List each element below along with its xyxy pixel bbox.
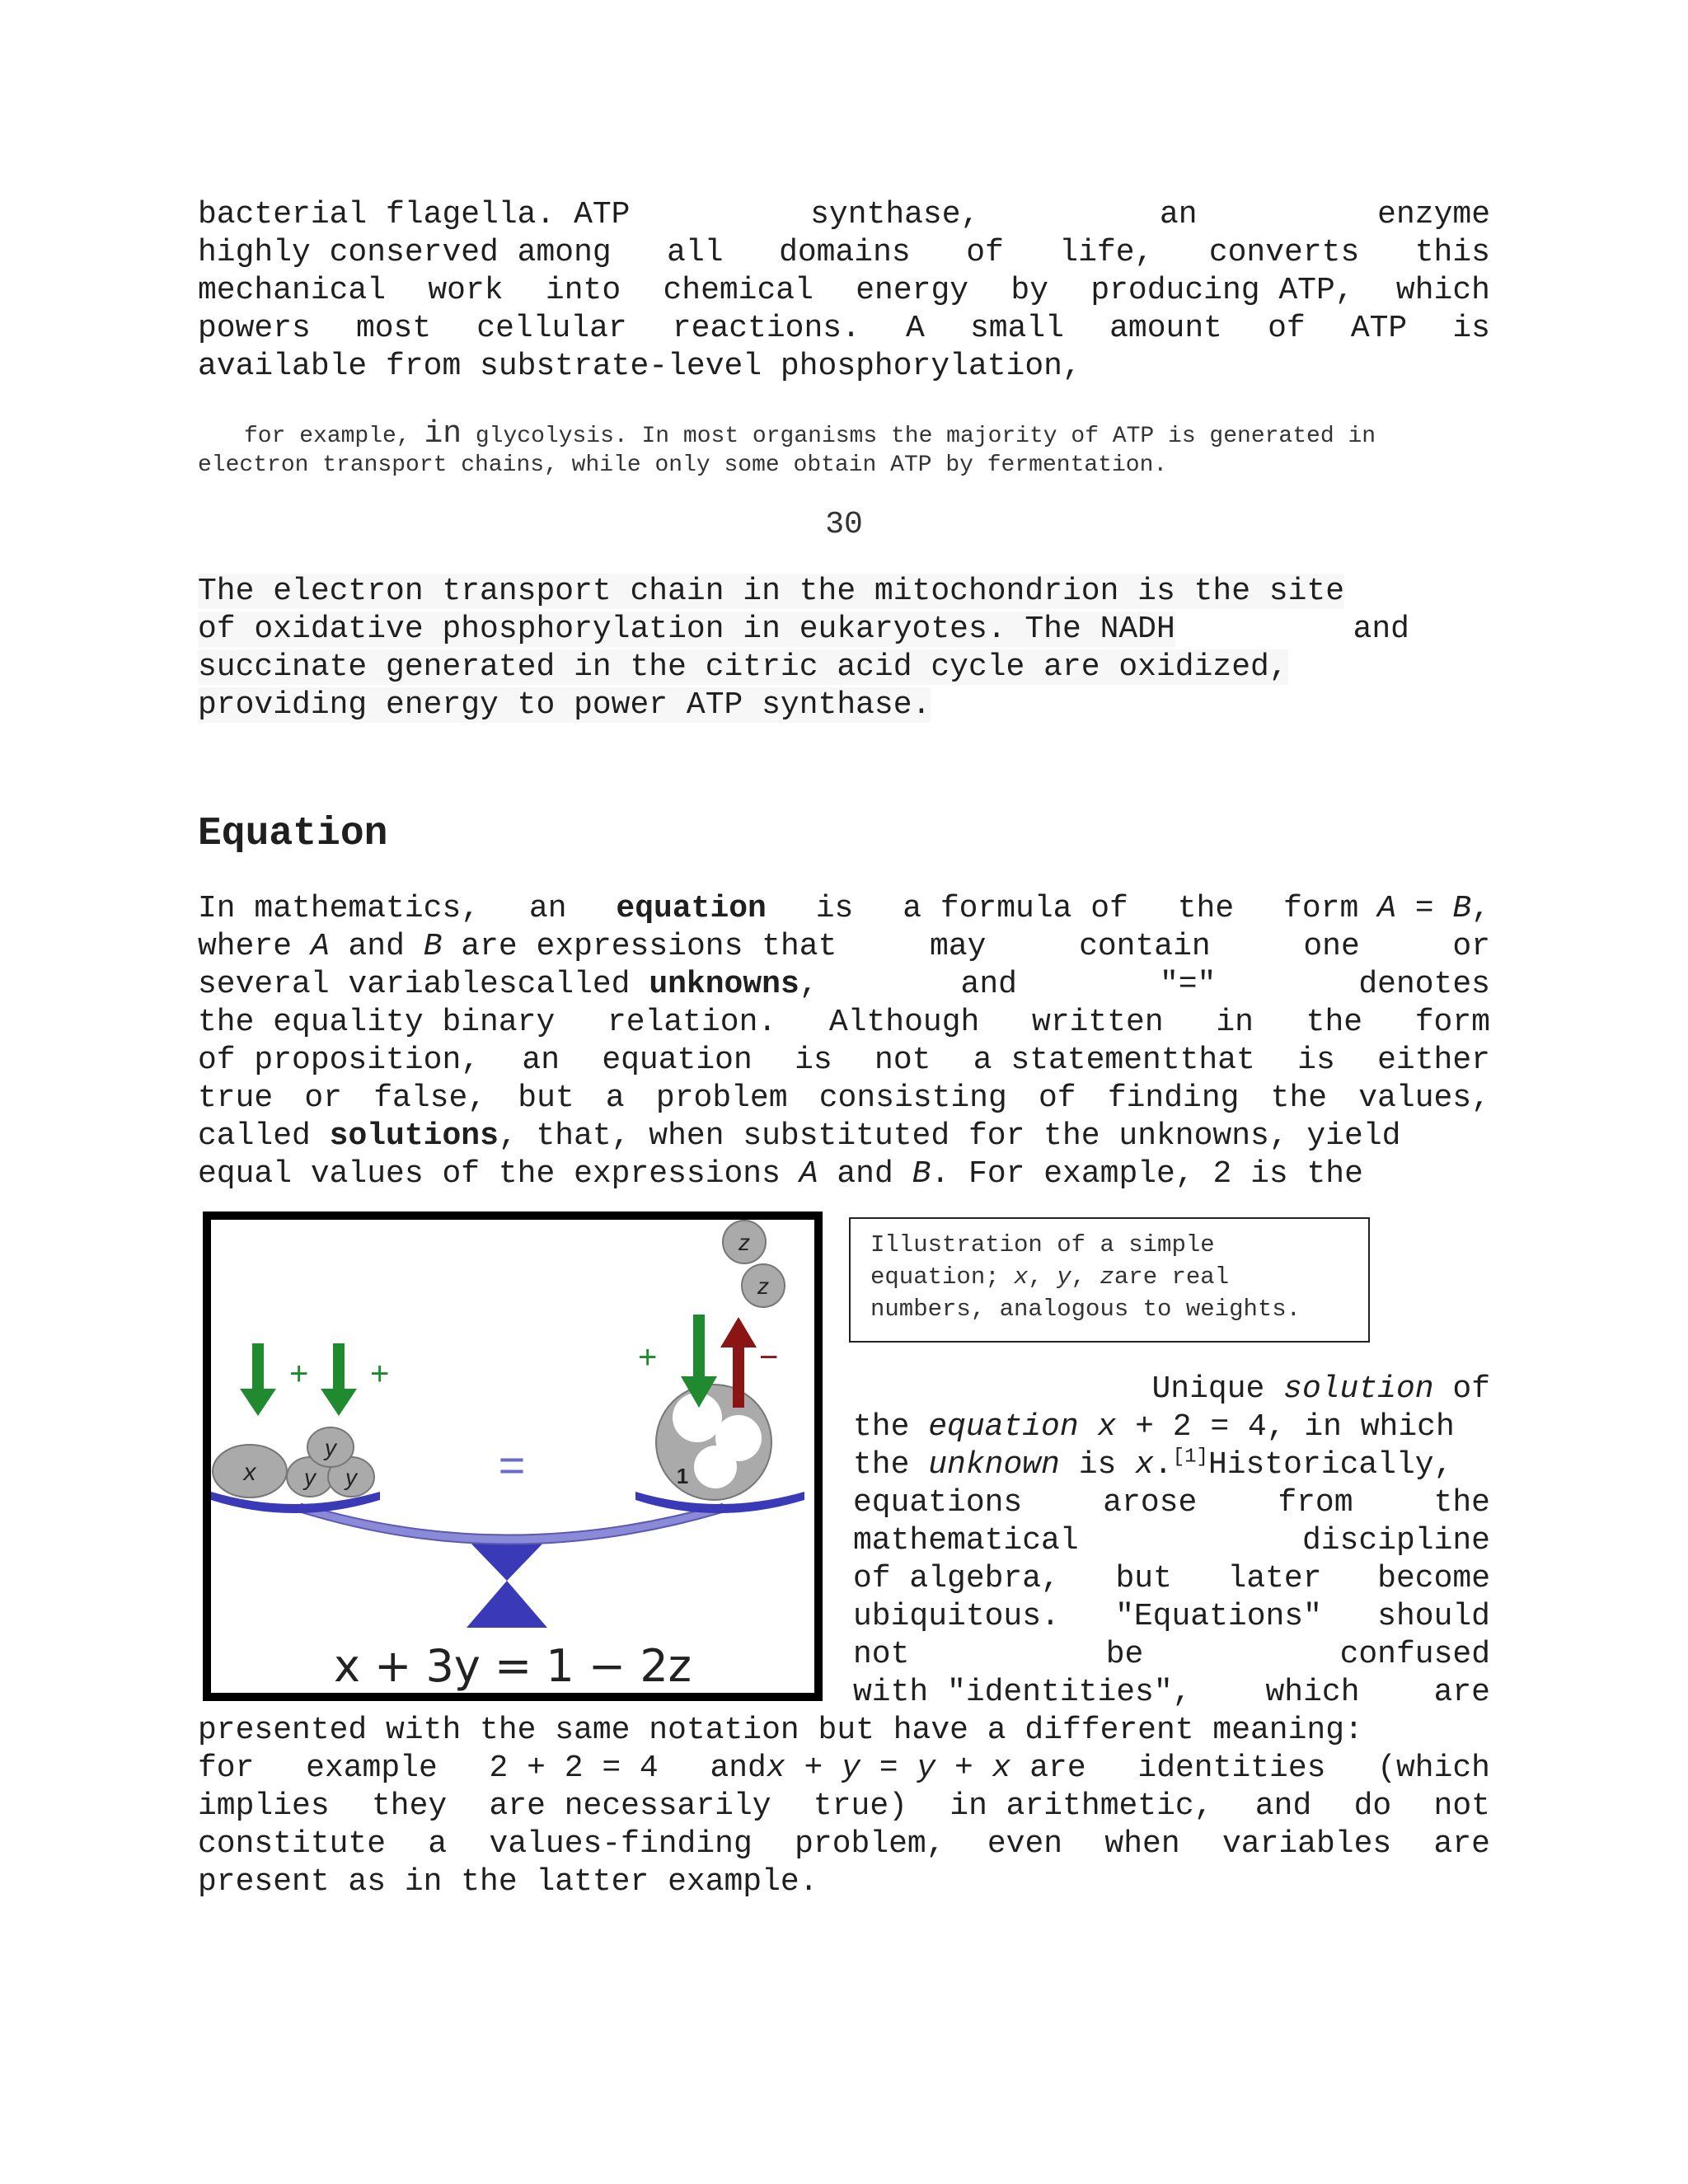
text-segment: by — [1010, 273, 1048, 308]
text-segment: the — [1433, 1485, 1490, 1521]
text-segment: small — [969, 311, 1064, 346]
text-segment: form — [1414, 1005, 1490, 1040]
text-segment: an — [528, 891, 567, 926]
text-segment: of — [1268, 311, 1306, 346]
text-segment: are necessarily — [489, 1788, 771, 1824]
right-col-line-6 — [853, 1560, 1490, 1598]
para4-line-3 — [198, 1788, 1490, 1825]
text-segment: (which — [1377, 1750, 1490, 1786]
text-segment: work — [428, 273, 504, 308]
text-segment: this — [1414, 235, 1490, 270]
text-segment: or — [1452, 929, 1490, 964]
text-segment: even — [987, 1826, 1063, 1862]
text-segment: denotes — [1358, 967, 1490, 1002]
para4-line-5: present as in the latter example. — [198, 1864, 818, 1900]
text-segment: , that, when substituted for the unknowns, yield — [498, 1118, 1401, 1154]
text-segment: may — [930, 929, 987, 964]
text-segment — [198, 928, 837, 966]
text-segment: are — [1029, 1750, 1086, 1786]
text-segment: enzyme — [1377, 197, 1490, 232]
text-segment: values, — [1358, 1080, 1490, 1116]
math-var: x — [1097, 1409, 1117, 1445]
text-segment: but — [518, 1080, 574, 1116]
right-col-line-3 — [853, 1446, 1490, 1484]
text-segment: energy — [856, 273, 969, 308]
text-segment: which — [1265, 1675, 1360, 1710]
math-var: A — [310, 929, 330, 964]
text-segment: a — [428, 1826, 448, 1862]
para4-line-2 — [198, 1750, 1490, 1788]
text-segment: are — [1433, 1675, 1490, 1710]
text-segment: the — [1306, 1005, 1363, 1040]
down-arrow-icon — [240, 1343, 276, 1416]
balance-illustration — [211, 1220, 814, 1693]
text-segment: for example, — [244, 424, 410, 449]
text-segment: do — [1353, 1788, 1392, 1824]
text-segment: arose — [1103, 1485, 1198, 1521]
text-segment: constitute — [198, 1826, 387, 1862]
text-segment: bacterial flagella. ATP — [198, 197, 631, 232]
math-var: y — [1057, 1263, 1071, 1291]
text-segment: Unique — [1151, 1371, 1265, 1407]
para3-line-2 — [198, 928, 1490, 966]
math-var: A — [1377, 891, 1396, 926]
citation-link[interactable]: [1] — [1172, 1446, 1208, 1469]
math-var: B — [1452, 891, 1472, 926]
text-segment: powers — [198, 311, 311, 346]
math-var: x — [766, 1750, 785, 1786]
text-segment: relation. — [607, 1005, 777, 1040]
balance-figure — [203, 1212, 823, 1701]
text-segment: a formula of — [903, 891, 1128, 926]
text-segment: problem, — [795, 1826, 945, 1862]
text-segment: into — [545, 273, 621, 308]
weight-y-label: y — [304, 1465, 316, 1490]
beam — [302, 1504, 722, 1544]
weight-hole — [694, 1446, 737, 1488]
right-col-line-2 — [853, 1408, 1490, 1446]
text-segment: discipline — [1301, 1523, 1490, 1558]
text-segment: and — [837, 1156, 893, 1192]
text-segment: all — [667, 235, 724, 270]
text-segment: is — [1297, 1043, 1335, 1078]
text-segment: equal values of the expressions — [198, 1156, 781, 1192]
para3-line-6 — [198, 1080, 1490, 1118]
text-segment: The electron transport chain in the mitochondrion is the site — [198, 574, 1345, 609]
text-segment: called — [198, 1118, 311, 1154]
text-segment: succinate generated in the citric acid cycle are oxidized, — [198, 649, 1288, 685]
text-segment: , — [1028, 1263, 1043, 1291]
term-unknowns: unknowns — [649, 967, 799, 1002]
text-segment: written — [1032, 1005, 1164, 1040]
text-segment: the — [1177, 891, 1235, 926]
plus-sign: + — [289, 1356, 309, 1392]
text-segment: become — [1377, 1561, 1490, 1596]
math-var: A — [799, 1156, 818, 1192]
small-note-line-1 — [244, 416, 1490, 452]
para1-line-2 — [198, 234, 1490, 272]
math-var: B — [912, 1156, 931, 1192]
text-segment: for — [198, 1750, 255, 1786]
para3-line-8 — [198, 1155, 1490, 1193]
text-segment: are expressions that — [461, 929, 837, 964]
text-segment: which — [1395, 273, 1490, 308]
text-segment: of — [966, 235, 1004, 270]
text-segment: consisting — [818, 1080, 1007, 1116]
text-segment: the equality binary — [198, 1005, 556, 1040]
text-segment — [710, 1750, 1085, 1788]
text-segment: from — [1278, 1485, 1353, 1521]
text-segment: an — [1159, 197, 1198, 232]
text-segment: the — [853, 1409, 910, 1445]
text-segment: false, — [373, 1080, 487, 1116]
text-segment: variables — [1221, 1826, 1392, 1862]
stand-bottom — [467, 1581, 547, 1628]
text-segment: where — [198, 929, 293, 964]
text-segment: form — [1283, 891, 1359, 926]
right-col-line-4 — [853, 1484, 1490, 1522]
text-segment: not — [1433, 1788, 1490, 1824]
para1-line-5: available from substrate-level phosphorylation, — [198, 349, 1081, 384]
text-segment: mathematical — [853, 1523, 1079, 1558]
text-segment: cellular — [476, 311, 627, 346]
text-segment: ubiquitous. — [853, 1599, 1060, 1634]
text-segment: in — [424, 416, 462, 452]
text-segment: problem — [655, 1080, 788, 1116]
math-var: y — [842, 1750, 860, 1786]
text-segment: a — [605, 1080, 625, 1116]
para1-line-1 — [198, 196, 1490, 234]
text-segment: = — [1414, 891, 1434, 926]
term-solution: solution — [1283, 1371, 1434, 1407]
text-segment: . — [1153, 1447, 1173, 1483]
text-segment — [198, 966, 818, 1004]
text-segment: a statementthat — [973, 1043, 1255, 1078]
text-segment: . For example, 2 is the — [931, 1156, 1363, 1192]
text-segment: and — [1254, 1788, 1312, 1824]
plus-sign: + — [370, 1356, 390, 1392]
text-segment: + 2 = 4, in which — [1135, 1409, 1455, 1445]
text-segment: amount — [1109, 311, 1222, 346]
para1-line-4 — [198, 310, 1490, 348]
text-segment: example — [306, 1750, 438, 1786]
equals-sign: = — [498, 1439, 526, 1491]
para3-line-4 — [198, 1004, 1490, 1042]
text-segment: glycolysis. In most organisms the majority of ATP is generated in — [475, 424, 1376, 449]
weight-y-label: y — [345, 1465, 357, 1490]
term-unknown: unknown — [928, 1447, 1060, 1483]
text-segment: converts — [1208, 235, 1360, 270]
math-var: B — [423, 929, 443, 964]
para4-line-1: presented with the same notation but have a different meaning: — [198, 1713, 1363, 1748]
math-var: x — [1135, 1447, 1154, 1483]
text-segment: chemical — [663, 273, 814, 308]
para1-line-3 — [198, 272, 1490, 310]
text-segment: or — [304, 1080, 343, 1116]
text-segment: Although — [828, 1005, 980, 1040]
text-segment: , — [799, 967, 818, 1002]
right-col-line-5 — [853, 1522, 1490, 1560]
text-segment: the — [1270, 1080, 1328, 1116]
math-var: y — [917, 1750, 936, 1786]
text-segment: values-finding — [489, 1826, 753, 1862]
text-segment: of — [1452, 1371, 1490, 1407]
text-segment: in — [1216, 1005, 1254, 1040]
figure-caption — [849, 1217, 1370, 1343]
text-segment: equation — [602, 1043, 753, 1078]
text-segment: not — [853, 1637, 910, 1672]
text-segment: highly conserved among — [198, 235, 612, 270]
text-segment: numbers, analogous to weights. — [870, 1296, 1301, 1323]
text-segment: of algebra, — [853, 1561, 1060, 1596]
text-segment: Illustration of a simple — [870, 1231, 1215, 1258]
right-col-line-9 — [853, 1674, 1490, 1712]
para3-line-3 — [198, 966, 1490, 1004]
text-segment: they — [371, 1788, 448, 1824]
para2-line-2 — [198, 611, 1409, 649]
text-segment: but — [1115, 1561, 1172, 1596]
weight-one-label: 1 — [676, 1464, 689, 1488]
text-segment: and — [710, 1750, 767, 1786]
math-var: z — [1100, 1263, 1114, 1291]
text-segment: and — [960, 967, 1017, 1002]
math-var: x — [992, 1750, 1011, 1786]
para2-line-4 — [198, 687, 931, 724]
page-number: 30 — [825, 507, 863, 542]
right-col-line-8 — [853, 1636, 1490, 1674]
text-segment: when — [1104, 1826, 1180, 1862]
text-segment: true — [198, 1080, 274, 1116]
plus-sign: + — [638, 1339, 658, 1376]
text-segment: producing ATP, — [1090, 273, 1354, 308]
text-segment: equations — [853, 1485, 1023, 1521]
text-segment: are real — [1114, 1263, 1230, 1291]
text-segment: later — [1227, 1561, 1322, 1596]
text-segment: synthase, — [810, 197, 980, 232]
balloon-z-label: z — [738, 1230, 750, 1255]
text-segment: in arithmetic, — [950, 1788, 1213, 1824]
text-segment: with "identities", — [853, 1675, 1192, 1710]
text-segment: "=" — [1159, 967, 1217, 1002]
text-segment: life, — [1059, 235, 1154, 270]
text-segment: identities — [1137, 1750, 1326, 1786]
text-segment: most — [355, 311, 432, 346]
math-var: x — [1014, 1263, 1029, 1291]
text-segment: , — [1471, 891, 1490, 926]
text-segment: ATP — [1350, 311, 1408, 346]
term-solutions: solutions — [329, 1118, 499, 1154]
text-segment: is — [795, 1043, 832, 1078]
text-segment: 2 + 2 = 4 — [489, 1750, 659, 1786]
text-segment: mechanical — [198, 273, 387, 308]
text-segment: + — [804, 1750, 823, 1786]
term-equation-italic: equation — [928, 1409, 1079, 1445]
text-segment: providing energy to power ATP synthase. — [198, 687, 931, 723]
para2-line-3 — [198, 649, 1288, 687]
para2-line-1 — [198, 573, 1344, 611]
text-segment: of oxidative phosphorylation in eukaryotes. The NADH — [198, 612, 1175, 647]
text-segment: domains — [779, 235, 911, 270]
text-segment: one — [1303, 929, 1360, 964]
text-segment: In mathematics, — [198, 891, 481, 926]
text-segment: is — [1078, 1447, 1117, 1483]
text-segment: either — [1377, 1043, 1490, 1078]
text-segment: are — [1433, 1826, 1490, 1862]
text-segment: = — [879, 1750, 898, 1786]
text-segment: not — [874, 1043, 931, 1078]
para3-line-7 — [198, 1118, 1490, 1155]
section-heading: Equation — [198, 812, 388, 856]
text-segment: "Equations" — [1115, 1599, 1322, 1634]
text-segment: A — [906, 311, 925, 346]
weight-x-label: x — [243, 1459, 256, 1486]
text-segment: is — [1452, 311, 1490, 346]
text-segment: and — [1353, 612, 1409, 647]
small-note-line-2: electron transport chains, while only some obtain ATP by fermentation. — [198, 452, 1168, 478]
balloon-z-label: z — [757, 1273, 769, 1299]
text-segment: confused — [1339, 1637, 1490, 1672]
text-segment: is — [815, 891, 854, 926]
down-arrow-icon — [321, 1343, 357, 1416]
text-segment: implies — [198, 1788, 330, 1824]
text-segment — [1283, 890, 1490, 928]
text-segment: be — [1105, 1637, 1144, 1672]
para3-line-5 — [198, 1042, 1490, 1080]
text-segment: contain — [1079, 929, 1211, 964]
figure-equation: x + 3y = 1 − 2z — [333, 1640, 692, 1692]
term-equation: equation — [616, 891, 767, 926]
minus-sign: − — [759, 1339, 779, 1376]
text-segment: finding — [1107, 1080, 1240, 1116]
text-segment: the — [853, 1447, 910, 1483]
right-col-line-1 — [853, 1371, 1490, 1408]
para3-line-1 — [198, 890, 1490, 928]
text-segment: + — [954, 1750, 973, 1786]
text-segment: of proposition, — [198, 1043, 481, 1078]
text-segment: , — [1071, 1263, 1086, 1291]
weight-y-label: y — [325, 1435, 336, 1460]
text-segment: several variablescalled — [198, 967, 631, 1002]
text-segment: an — [522, 1043, 560, 1078]
text-segment: reactions. — [672, 311, 860, 346]
text-segment: and — [348, 929, 405, 964]
text-segment: should — [1377, 1599, 1490, 1634]
para4-line-4 — [198, 1825, 1490, 1863]
text-segment: of — [1039, 1080, 1076, 1116]
text-segment: Historically, — [1207, 1447, 1453, 1483]
text-segment: true) — [813, 1788, 907, 1824]
text-segment: equation; — [870, 1263, 1000, 1291]
right-col-line-7 — [853, 1598, 1490, 1636]
